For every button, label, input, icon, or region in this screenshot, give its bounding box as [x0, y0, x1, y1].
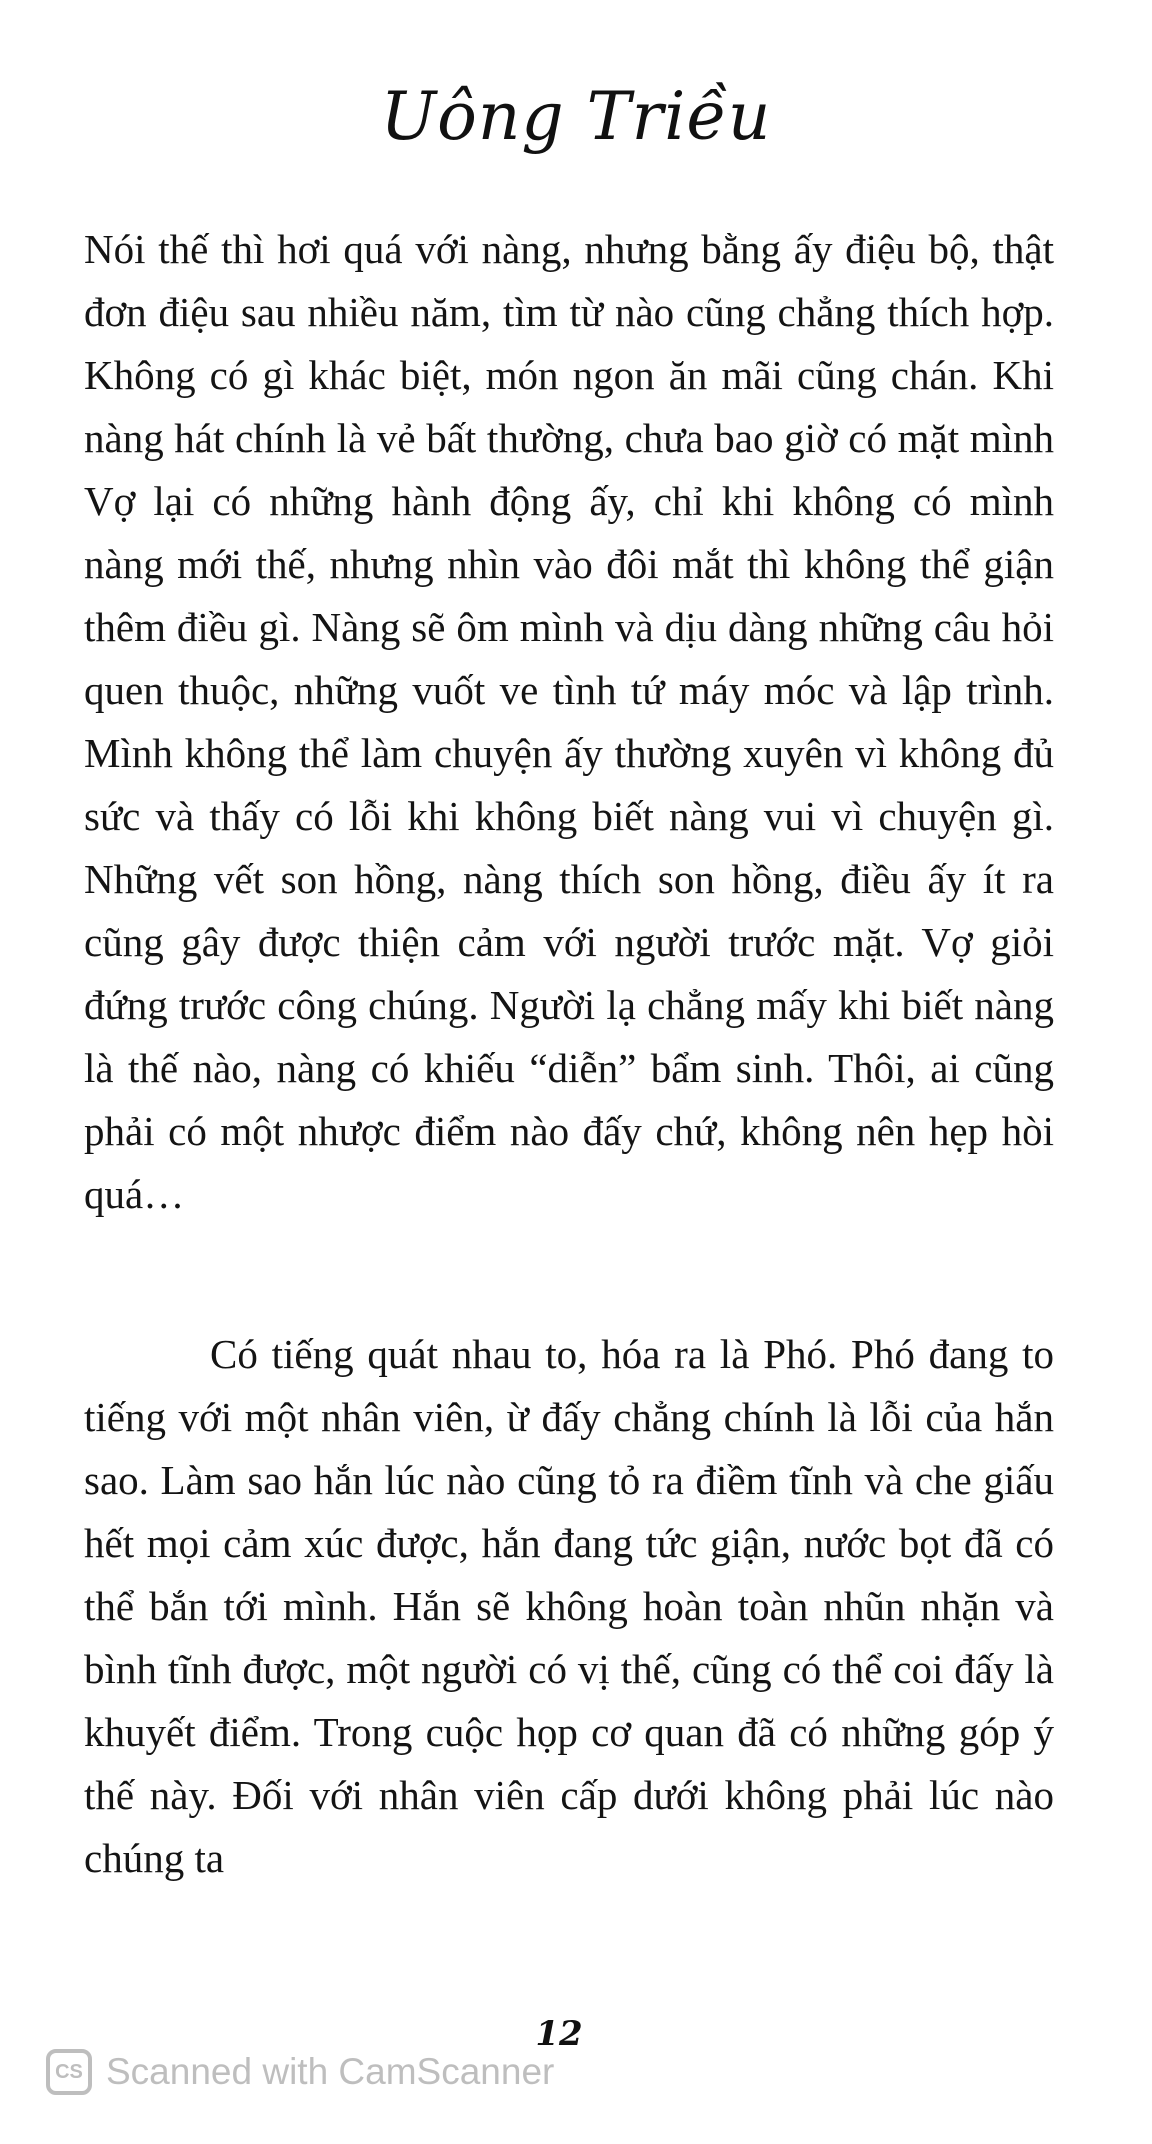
scanner-watermark [46, 2046, 554, 2098]
paragraph-1: Nói thế thì hơi quá với nàng, nhưng bằng ấy điệu bộ, thật đơn điệu sau nhiều năm, tìm từ nào cũng chẳng thích hợp. Không có gì khác biệt, món ngon ăn mãi cũng chán. Khi nàng hát chính là vẻ bất thường, chưa bao giờ có mặt mình Vợ lại có những hành động ấy, chỉ khi không có mình nàng mới thế, nhưng nhìn vào đôi mắt thì không thể giận thêm điều gì. Nàng sẽ ôm mình và dịu dàng những câu hỏi quen thuộc, những vuốt ve tình tứ máy móc và lập trình. Mình không thể làm chuyện ấy thường xuyên vì không đủ sức và thấy có lỗi khi không biết nàng vui vì chuyện gì. Những vết son hồng, nàng thích son hồng, điều ấy ít ra cũng gây được thiện cảm với người trước mặt. Vợ giỏi đứng trước công chúng. Người lạ chẳng mấy khi biết nàng là thế nào, nàng có khiếu “diễn” bẩm sinh. Thôi, ai cũng phải có một nhược điểm nào đấy chứ, không nên hẹp hòi quá… [84, 226, 1054, 1217]
paragraph-2: Có tiếng quát nhau to, hóa ra là Phó. Phó đang to tiếng với một nhân viên, ừ đấy chẳng chính là lỗi của hắn sao. Làm sao hắn lúc nào cũng tỏ ra điềm tĩnh và che giấu hết mọi cảm xúc được, hắn đang tức giận, nước bọt đã có thể bắn tới mình. Hắn sẽ không hoàn toàn nhũn nhặn và bình tĩnh được, một người có vị thế, cũng có thể coi đấy là khuyết điểm. Trong cuộc họp cơ quan đã có những góp ý thế này. Đối với nhân viên cấp dưới không phải lúc nào chúng ta [84, 1331, 1054, 1881]
running-header: Uông Triều [380, 78, 772, 155]
camscanner-logo-icon: CS [46, 2049, 92, 2095]
watermark-text: Scanned with CamScanner [106, 2051, 555, 2092]
page-number: 12 [535, 2014, 583, 2054]
